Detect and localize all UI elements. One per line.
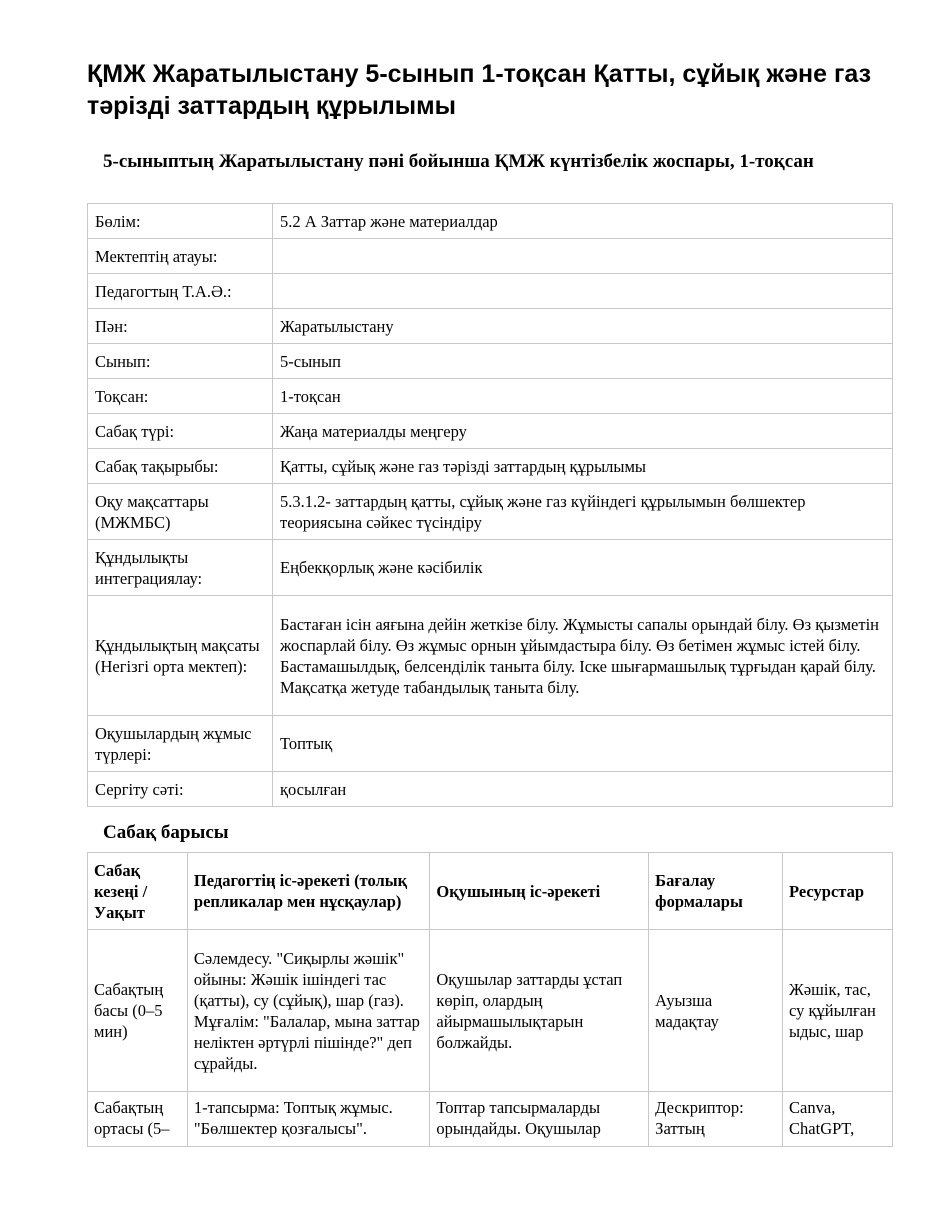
row-value: 5.3.1.2- заттардың қатты, сұйық және газ күйіндегі құрылымын бөлшектер теориясына сәйкес түсіндіру [273,484,893,540]
row-value: 5.2 А Заттар және материалдар [273,204,893,239]
row-label: Оқу мақсаттары (МЖМБС) [88,484,273,540]
teacher-activity-cell: 1-тапсырма: Топтық жұмыс. "Бөлшектер қозғалысы". [187,1092,429,1147]
plan-subtitle: 5-сыныптың Жаратылыстану пәні бойынша ҚМЖ күнтізбелік жоспары, 1-тоқсан [103,151,814,172]
table-row [88,239,893,274]
column-header: Педагогтің іс-әрекеті (толық репликалар мен нұсқаулар) [187,853,429,930]
table-row [88,540,893,596]
column-header: Оқушының іс-әрекеті [430,853,649,930]
row-value: қосылған [273,772,893,807]
resources-cell: Жәшік, тас, су құйылған ыдыс, шар [783,930,893,1092]
table-row [88,449,893,484]
row-label: Пән: [88,309,273,344]
column-header: Ресурстар [783,853,893,930]
resources-cell: Canva, ChatGPT, [783,1092,893,1147]
table-header-row [88,853,893,930]
row-label: Педагогтың Т.А.Ә.: [88,274,273,309]
row-value: 1-тоқсан [273,379,893,414]
table-row [88,414,893,449]
stage-cell: Сабақтың ортасы (5– [88,1092,188,1147]
stage-cell: Сабақтың басы (0–5 мин) [88,930,188,1092]
lesson-flow-heading: Сабақ барысы [103,822,229,843]
row-label: Сынып: [88,344,273,379]
table-row [88,344,893,379]
row-value: Еңбекқорлық және кәсібилік [273,540,893,596]
row-label: Сабақ тақырыбы: [88,449,273,484]
row-value: Топтық [273,716,893,772]
row-label: Сабақ түрі: [88,414,273,449]
table-row [88,379,893,414]
row-value: 5-сынып [273,344,893,379]
student-activity-cell: Топтар тапсырмаларды орындайды. Оқушылар [430,1092,649,1147]
table-row [88,596,893,716]
column-header: Бағалау формалары [649,853,783,930]
assessment-cell: Ауызша мадақтау [649,930,783,1092]
row-value: Бастаған ісін аяғына дейін жеткізе білу. Жұмысты сапалы орындай білу. Өз қызметін жоспарлай білу. Өз жұмыс орнын ұйымдастыра білу. Өз бетімен жұмыс істей білу. Бастамашылдық, белсенділік таныта білу. Іске шығармашылық тұрғыдан қарай білу. Мақсатқа жетуде табандылық таныта білу. [273,596,893,716]
row-label: Құндылықты интеграциялау: [88,540,273,596]
lesson-flow-table [87,852,893,1147]
row-label: Бөлім: [88,204,273,239]
table-row [88,484,893,540]
table-row [88,716,893,772]
page-title: ҚМЖ Жаратылыстану 5-сынып 1-тоқсан Қатты, сұйық және газ тәрізді заттардың құрылымы [87,60,871,120]
row-value: Жаратылыстану [273,309,893,344]
row-value [273,274,893,309]
column-header: Сабақ кезеңі / Уақыт [88,853,188,930]
row-value: Қатты, сұйық және газ тәрізді заттардың құрылымы [273,449,893,484]
table-row [88,1092,893,1147]
table-row [88,274,893,309]
student-activity-cell: Оқушылар заттарды ұстап көріп, олардың айырмашылықтарын болжайды. [430,930,649,1092]
row-value [273,239,893,274]
table-row [88,772,893,807]
assessment-cell: Дескриптор: Заттың [649,1092,783,1147]
row-label: Құндылықтың мақсаты (Негізгі орта мектеп): [88,596,273,716]
row-label: Сергіту сәті: [88,772,273,807]
row-label: Мектептің атауы: [88,239,273,274]
lesson-info-table [87,203,893,807]
row-label: Оқушылардың жұмыс түрлері: [88,716,273,772]
table-row [88,204,893,239]
row-label: Тоқсан: [88,379,273,414]
table-row [88,930,893,1092]
table-row [88,309,893,344]
row-value: Жаңа материалды меңгеру [273,414,893,449]
teacher-activity-cell: Сәлемдесу. "Сиқырлы жәшік" ойыны: Жәшік ішіндегі тас (қатты), су (сұйық), шар (газ). Мұғалім: "Балалар, мына заттар неліктен әртүрлі пішінде?" деп сұрайды. [187,930,429,1092]
